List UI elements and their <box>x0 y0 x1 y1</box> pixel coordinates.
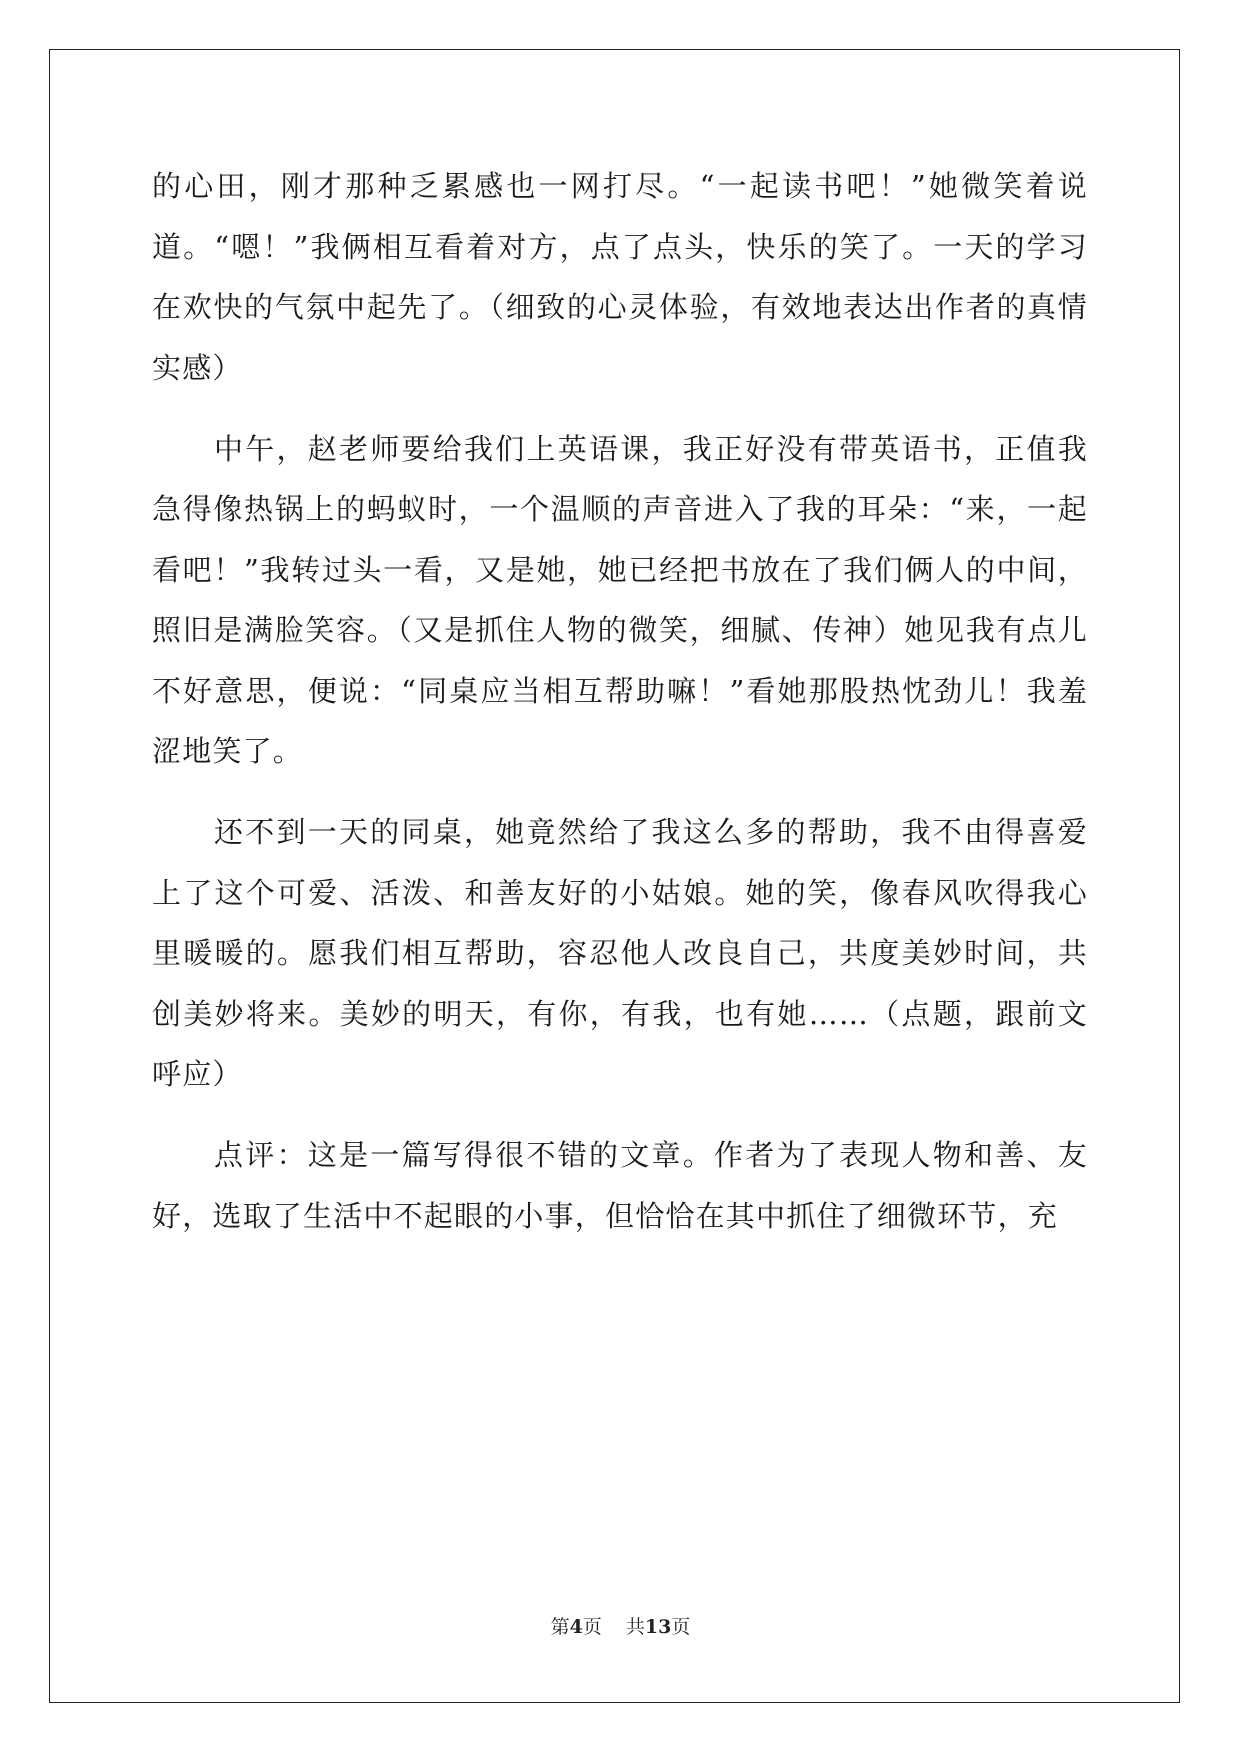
page-unit: 页 <box>582 1616 602 1638</box>
page-prefix: 第 <box>550 1616 570 1638</box>
paragraph-text: 还不到一天的同桌，她竟然给了我这么多的帮助，我不由得喜爱上了这个可爱、活泼、和善友好的小姑娘。她的笑，像春风吹得我心里暖暖的。愿我们相互帮助，容忍他人改良自己，共度美妙时间，共创美妙将来。美妙的明天，有你，有我，也有她……（点题，跟前文呼应） <box>152 815 1088 1091</box>
paragraph-2 <box>152 419 1088 782</box>
total-unit: 页 <box>671 1616 691 1638</box>
paragraph-1 <box>152 156 1088 398</box>
document-body <box>152 156 1088 1267</box>
page-current: 4 <box>569 1616 583 1638</box>
paragraph-text: 点评：这是一篇写得很不错的文章。作者为了表现人物和善、友好，选取了生活中不起眼的小事，但恰恰在其中抓住了细微环节，充 <box>152 1138 1088 1233</box>
total-prefix: 共 <box>625 1616 645 1638</box>
paragraph-3 <box>152 802 1088 1105</box>
paragraph-text: 的心田，刚才那种乏累感也一网打尽。“一起读书吧！”她微笑着说道。“嗯！”我俩相互看着对方，点了点头，快乐的笑了。一天的学习在欢快的气氛中起先了。（细致的心灵体验，有效地表达出作者的真情实感） <box>152 169 1088 385</box>
page-total: 13 <box>644 1616 672 1638</box>
paragraph-text: 中午，赵老师要给我们上英语课，我正好没有带英语书，正值我急得像热锅上的蚂蚁时，一个温顺的声音进入了我的耳朵：“来，一起看吧！”我转过头一看，又是她，她已经把书放在了我们俩人的中间，照旧是满脸笑容。（又是抓住人物的微笑，细腻、传神）她见我有点儿不好意思，便说：“同桌应当相互帮助嘛！”看她那股热忱劲儿！我羞涩地笑了。 <box>152 431 1088 768</box>
paragraph-4 <box>152 1125 1088 1246</box>
page-footer <box>0 1612 1241 1639</box>
